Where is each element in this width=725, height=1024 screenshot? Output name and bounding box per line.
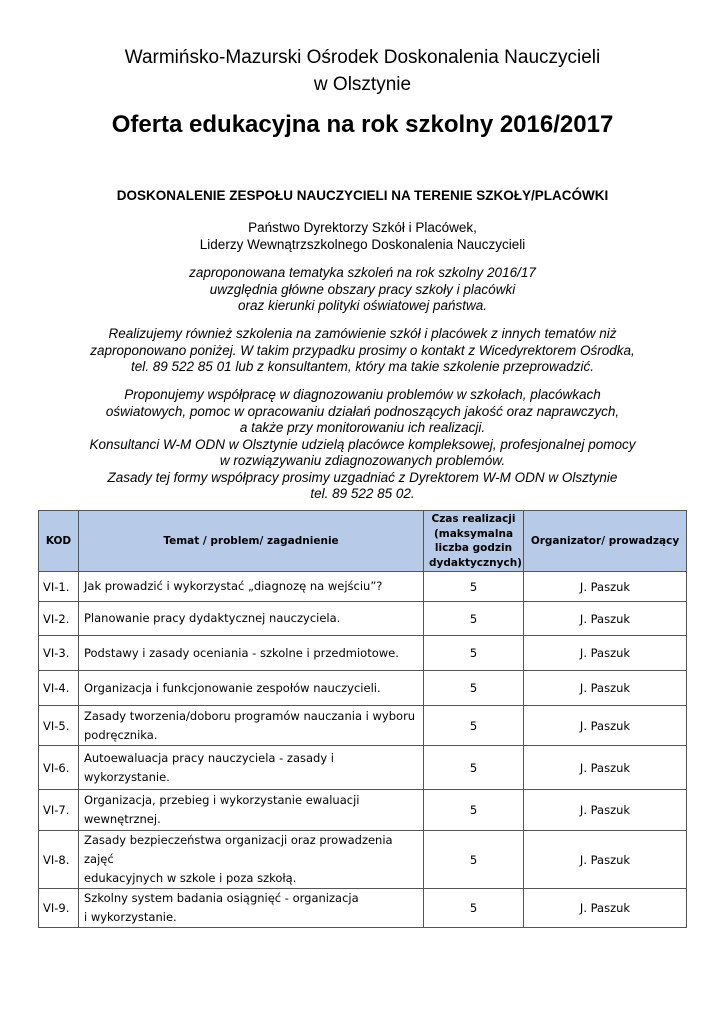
table-header-row <box>39 511 687 572</box>
header-kod: KOD <box>39 511 79 572</box>
table-row <box>39 746 687 790</box>
cell-organizator: J. Paszuk <box>524 572 687 602</box>
header-temat: Temat / problem/ zagadnienie <box>79 511 424 572</box>
header-czas-line: Czas realizacji <box>431 513 516 525</box>
greeting-line: Liderzy Wewnątrzszkolnego Doskonalenia Nauczycieli <box>199 236 526 252</box>
cell-temat <box>79 831 424 889</box>
cell-temat-line: Organizacja i funkcjonowanie zespołów nauczycieli. <box>84 680 381 695</box>
cell-czas: 5 <box>424 889 524 928</box>
cell-temat-line: i wykorzystanie. <box>84 910 177 924</box>
cell-czas: 5 <box>424 706 524 746</box>
intro-line: oraz kierunki polityki oświatowej państwa. <box>237 298 488 313</box>
cell-temat <box>79 671 424 706</box>
cell-organizator: J. Paszuk <box>524 889 687 928</box>
cooperation-line: a także przy monitorowaniu ich realizacji. <box>239 420 486 435</box>
cell-organizator: J. Paszuk <box>524 671 687 706</box>
cell-czas: 5 <box>424 572 524 602</box>
cooperation-line: Zasady tej formy współpracy prosimy uzgadniać z Dyrektorem W-M ODN w Olsztynie <box>107 469 618 485</box>
cell-temat-line: Autoewaluacja pracy nauczyciela - zasady i wykorzystanie. <box>84 750 335 784</box>
header-czas-line: dydaktycznych) <box>429 556 522 569</box>
cell-organizator: J. Paszuk <box>524 636 687 671</box>
cell-organizator: J. Paszuk <box>524 706 687 746</box>
table-row <box>39 889 687 928</box>
cell-temat-line: Zasady tworzenia/doboru programów nauczania i wyboru <box>84 708 416 723</box>
cell-temat-line: podręcznika. <box>84 727 158 742</box>
intro-line: zaproponowana tematyka szkoleń na rok szkolny 2016/17 <box>189 265 536 280</box>
cell-temat <box>79 889 424 928</box>
cell-czas: 5 <box>424 746 524 790</box>
order-info-line: zaproponowano poniżej. W takim przypadku prosimy o kontakt z Wicedyrektorem Ośrodka, <box>90 342 635 358</box>
cell-temat <box>79 602 424 636</box>
offer-table <box>38 510 687 928</box>
cell-kod: VI-2. <box>39 602 79 636</box>
header-czas-line: liczba godzin <box>434 542 513 554</box>
table-row <box>39 602 687 636</box>
cell-kod: VI-6. <box>39 746 79 790</box>
greeting-block <box>0 220 725 253</box>
cell-organizator: J. Paszuk <box>524 831 687 889</box>
cell-kod: VI-4. <box>39 671 79 706</box>
cell-temat-line: Szkolny system badania osiągnięć - organizacja <box>84 891 359 905</box>
cell-temat-line: edukacyjnych w szkole i poza szkołą. <box>84 871 297 885</box>
cell-temat <box>79 636 424 671</box>
header-czas <box>424 511 524 572</box>
cooperation-info-block <box>0 387 725 503</box>
table-row <box>39 706 687 746</box>
cell-temat-line: Organizacja, przebieg i wykorzystanie ewaluacji wewnętrznej. <box>84 793 360 826</box>
order-info-line: tel. 89 522 85 01 lub z konsultantem, który ma takie szkolenie przeprowadzić. <box>131 359 594 374</box>
cooperation-line: Konsultanci W-M ODN w Olsztynie udzielą placówce kompleksowej, profesjonalnej pomocy <box>89 436 636 452</box>
document-header <box>0 44 725 140</box>
cooperation-line: oświatowych, pomoc w opracowaniu działań podnoszących jakość oraz naprawczych, <box>105 403 620 419</box>
cell-czas: 5 <box>424 636 524 671</box>
cell-temat <box>79 790 424 831</box>
cell-temat-line: Zasady bezpieczeństwa organizacji oraz prowadzenia zajęć <box>84 833 393 866</box>
cooperation-line: tel. 89 522 85 02. <box>310 486 415 501</box>
cooperation-line: Proponujemy współpracę w diagnozowaniu problemów w szkołach, placówkach <box>124 387 601 402</box>
cell-czas: 5 <box>424 831 524 889</box>
cell-temat-line: Jak prowadzić i wykorzystać „diagnozę na wejściu”? <box>84 579 383 593</box>
cell-temat-line: Planowanie pracy dydaktycznej nauczyciela. <box>84 611 341 625</box>
table-row <box>39 790 687 831</box>
document-title: Oferta edukacyjna na rok szkolny 2016/2017 <box>111 111 614 138</box>
cooperation-line: w rozwiązywaniu zdiagnozowanych problemów. <box>219 453 506 468</box>
header-czas-line: (maksymalna <box>433 527 514 540</box>
cell-kod: VI-7. <box>39 790 79 831</box>
intro-line: uwzględnia główne obszary pracy szkoły i placówki <box>209 281 516 297</box>
cell-kod: VI-9. <box>39 889 79 928</box>
cell-kod: VI-8. <box>39 831 79 889</box>
cell-temat <box>79 706 424 746</box>
cell-organizator: J. Paszuk <box>524 746 687 790</box>
intro-block <box>0 265 725 315</box>
cell-organizator: J. Paszuk <box>524 602 687 636</box>
order-info-line: Realizujemy również szkolenia na zamówienie szkół i placówek z innych tematów niż <box>108 326 617 341</box>
cell-czas: 5 <box>424 671 524 706</box>
order-info-block <box>0 326 725 376</box>
greeting-line: Państwo Dyrektorzy Szkół i Placówek, <box>248 220 477 235</box>
cell-kod: VI-3. <box>39 636 79 671</box>
table-body <box>39 572 687 928</box>
cell-czas: 5 <box>424 602 524 636</box>
cell-czas: 5 <box>424 790 524 831</box>
cell-temat-line: Podstawy i zasady oceniania - szkolne i przedmiotowe. <box>84 645 399 660</box>
table-row <box>39 831 687 889</box>
institution-name-line1: Warmińsko-Mazurski Ośrodek Doskonalenia Nauczycieli <box>124 47 601 68</box>
institution-name-line2: w Olsztynie <box>313 74 412 95</box>
section-title: DOSKONALENIE ZESPOŁU NAUCZYCIELI NA TERENIE SZKOŁY/PLACÓWKI <box>116 188 609 203</box>
table-row <box>39 671 687 706</box>
table-row <box>39 636 687 671</box>
cell-organizator: J. Paszuk <box>524 790 687 831</box>
cell-temat <box>79 746 424 790</box>
header-organizator: Organizator/ prowadzący <box>524 511 687 572</box>
table-row <box>39 572 687 602</box>
cell-temat <box>79 572 424 602</box>
cell-kod: VI-1. <box>39 572 79 602</box>
cell-kod: VI-5. <box>39 706 79 746</box>
